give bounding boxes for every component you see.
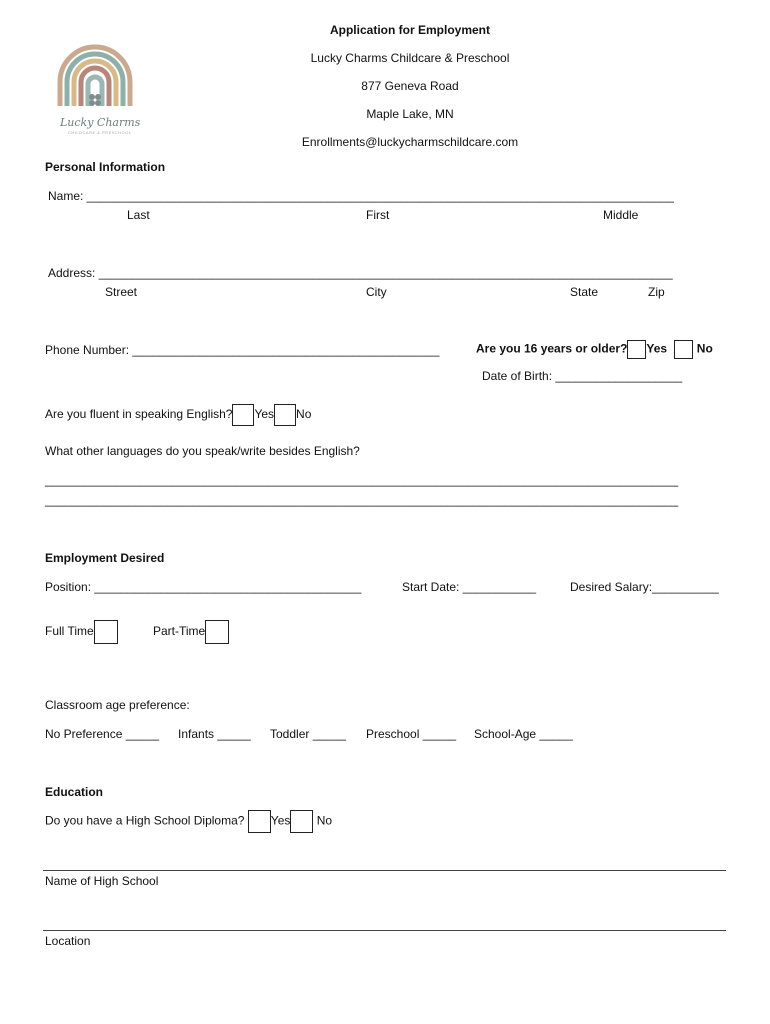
pref-no-preference[interactable]: No Preference _____ [45, 727, 160, 741]
english-yes-label: Yes [254, 407, 275, 422]
location-label: Location [45, 934, 91, 948]
business-city: Maple Lake, MN [366, 107, 454, 121]
location-line[interactable] [43, 930, 726, 931]
address-street-label: Street [105, 285, 138, 299]
clover-icon [89, 94, 101, 106]
age-yes-checkbox[interactable] [627, 340, 646, 359]
high-school-line[interactable] [43, 870, 726, 871]
languages-line-1[interactable]: ___________________________________________________________________________________________________ [45, 475, 679, 487]
address-field[interactable]: Address: ______________________________________________________________________________________ [48, 266, 673, 280]
position-field[interactable]: Position: ________________________________________ [45, 580, 362, 594]
english-question [45, 404, 311, 426]
diploma-yes-checkbox[interactable] [248, 810, 271, 833]
diploma-no-checkbox[interactable] [290, 810, 313, 833]
employment-heading: Employment Desired [45, 551, 165, 565]
age-question-label: Are you 16 years or older? [476, 341, 628, 356]
diploma-yes-label: Yes [270, 813, 291, 828]
part-time-label: Part-Time [153, 624, 206, 639]
address-state-label: State [570, 285, 599, 299]
personal-heading: Personal Information [45, 160, 166, 174]
full-time-label: Full Time [45, 624, 94, 639]
languages-question: What other languages do you speak/write besides English? [45, 444, 360, 458]
english-yes-checkbox[interactable] [232, 404, 254, 426]
name-middle-label: Middle [603, 208, 639, 222]
business-email: Enrollments@luckycharmschildcare.com [301, 135, 519, 149]
education-heading: Education [45, 785, 104, 799]
logo-subtext: CHILDCARE & PRESCHOOL [68, 130, 132, 135]
pref-preschool[interactable]: Preschool _____ [366, 727, 457, 741]
english-no-label: No [296, 407, 312, 422]
pref-school-age[interactable]: School-Age _____ [474, 727, 573, 741]
name-last-label: Last [127, 208, 150, 222]
english-question-label: Are you fluent in speaking English? [45, 407, 233, 422]
diploma-question [45, 810, 332, 833]
age-yes-label: Yes [646, 341, 668, 356]
age-question [476, 340, 713, 359]
english-no-checkbox[interactable] [274, 404, 296, 426]
diploma-no-label: No [316, 813, 333, 828]
start-date-field[interactable]: Start Date: ___________ [402, 580, 537, 594]
full-time-checkbox[interactable] [94, 620, 118, 644]
diploma-question-label: Do you have a High School Diploma? [45, 813, 245, 828]
form-title: Application for Employment [329, 23, 490, 37]
dob-field[interactable]: Date of Birth: ___________________ [482, 369, 683, 383]
part-time-option [153, 620, 229, 644]
address-zip-label: Zip [648, 285, 665, 299]
salary-field[interactable]: Desired Salary:__________ [570, 580, 719, 594]
pref-toddler[interactable]: Toddler _____ [270, 727, 347, 741]
pref-infants[interactable]: Infants _____ [178, 727, 251, 741]
address-city-label: City [366, 285, 387, 299]
languages-line-2[interactable]: ___________________________________________________________________________________________________ [45, 495, 679, 507]
full-time-option [45, 620, 118, 644]
logo-text: Lucky Charms [60, 116, 141, 129]
age-preference-label: Classroom age preference: [45, 698, 190, 712]
high-school-label: Name of High School [45, 874, 159, 888]
name-field[interactable]: Name: ________________________________________________________________________________________ [48, 189, 674, 203]
age-no-label: No [696, 341, 713, 356]
age-no-checkbox[interactable] [674, 340, 693, 359]
part-time-checkbox[interactable] [205, 620, 229, 644]
name-first-label: First [366, 208, 390, 222]
business-name: Lucky Charms Childcare & Preschool [310, 51, 510, 65]
phone-field[interactable]: Phone Number: ______________________________________________ [45, 343, 440, 357]
business-address: 877 Geneva Road [361, 79, 459, 93]
